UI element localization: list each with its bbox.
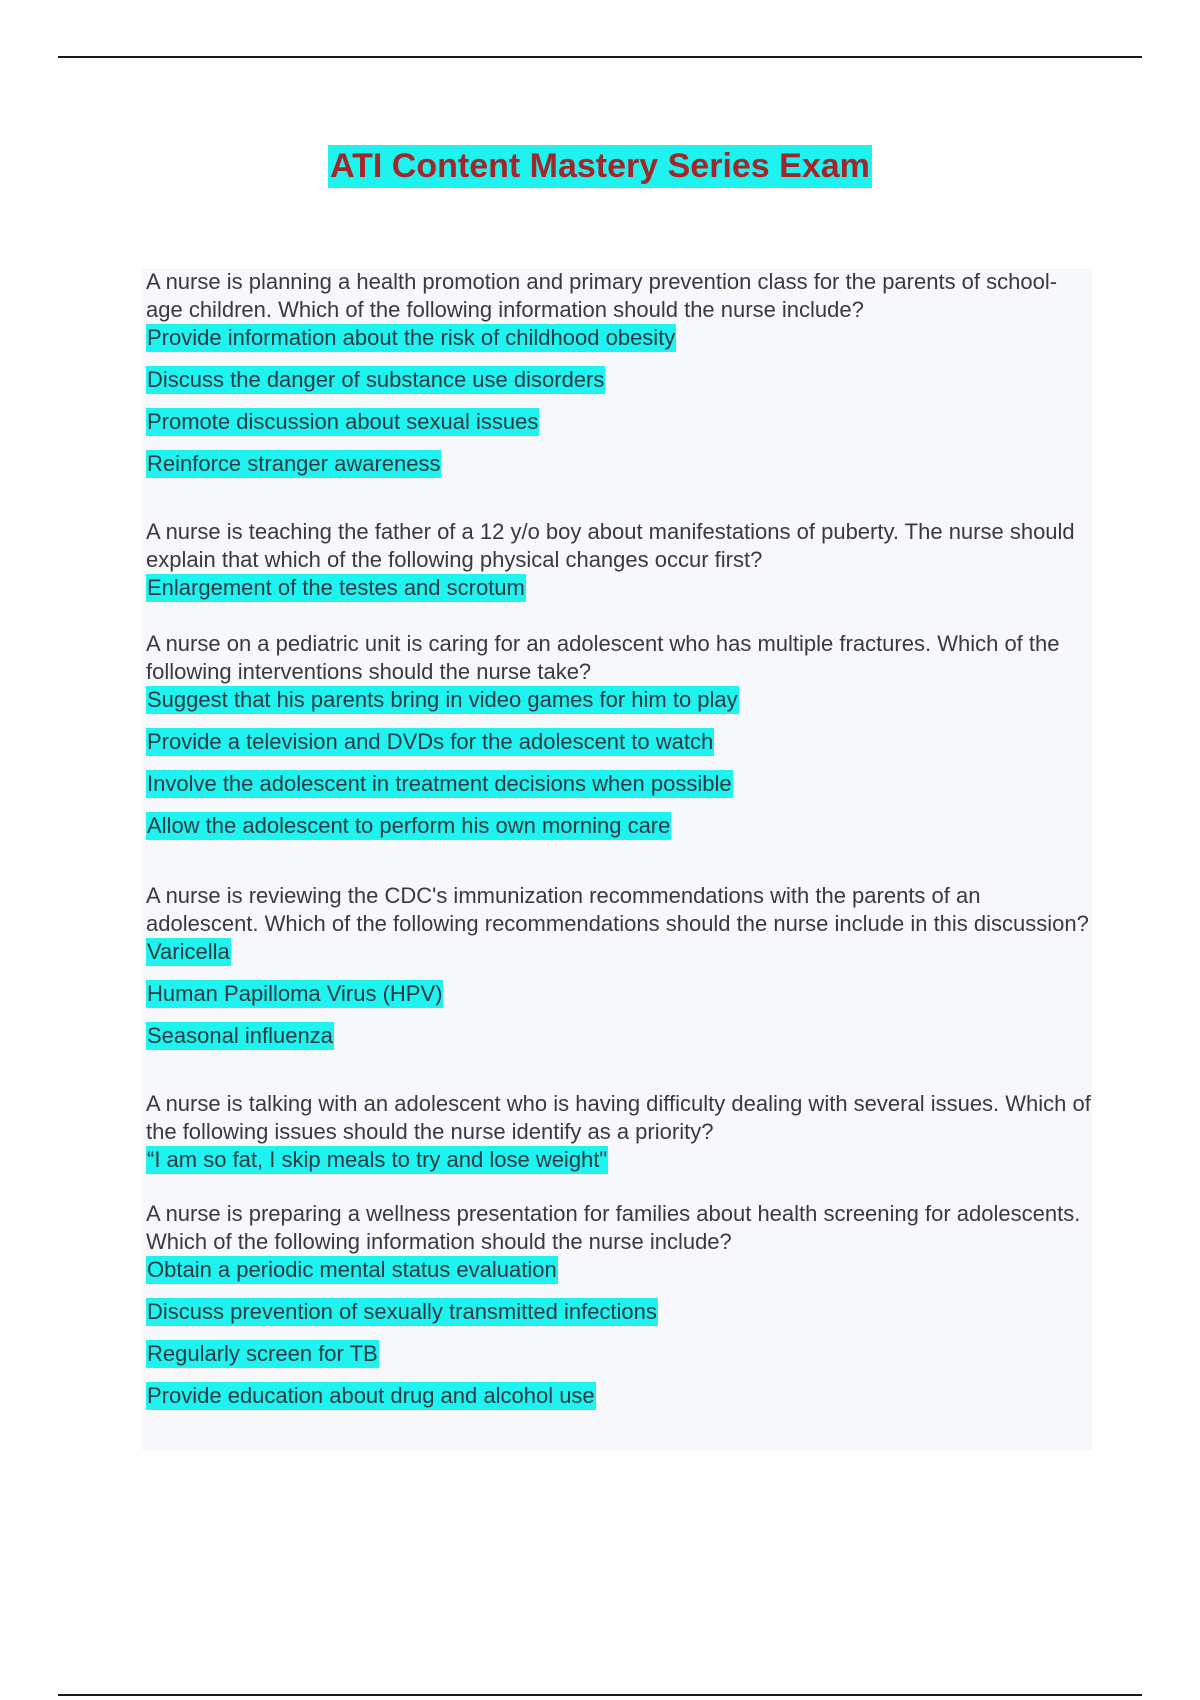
question-block-5: [146, 1090, 1092, 1188]
highlighted-answer: Provide information about the risk of childhood obesity: [147, 325, 676, 350]
question-block-6: [146, 1200, 1092, 1424]
question-block-4: [146, 882, 1092, 1064]
highlighted-answer: Reinforce stranger awareness: [147, 451, 441, 476]
questions-section: [142, 268, 1092, 1450]
document-title: ATI Content Mastery Series Exam: [328, 145, 872, 188]
answer-list: [146, 574, 1092, 616]
question-block-1: [146, 268, 1092, 492]
answer-list: [146, 1146, 1092, 1188]
question-text: A nurse is reviewing the CDC's immunization recommendations with the parents of an adolescent. Which of the following recommendations should the nurse include in this discussion?: [146, 883, 1089, 936]
highlighted-answer: Human Papilloma Virus (HPV): [147, 981, 443, 1006]
answer-item: [146, 980, 1092, 1022]
highlighted-answer: Seasonal influenza: [147, 1023, 333, 1048]
highlighted-answer: Enlargement of the testes and scrotum: [147, 575, 525, 600]
highlighted-answer: Provide a television and DVDs for the adolescent to watch: [147, 729, 714, 754]
answer-list: [146, 324, 1092, 492]
highlighted-answer: Regularly screen for TB: [147, 1341, 378, 1366]
highlighted-answer: Allow the adolescent to perform his own morning care: [147, 813, 671, 838]
question-text: A nurse on a pediatric unit is caring for an adolescent who has multiple fractures. Which of the following interventions should the nurse take?: [146, 631, 1060, 684]
question-text: A nurse is talking with an adolescent who is having difficulty dealing with several issues. Which of the following issues should the nurse identify as a priority?: [146, 1091, 1091, 1144]
answer-item: [146, 770, 1092, 812]
answer-item: [146, 574, 1092, 616]
answer-item: [146, 1146, 1092, 1188]
answer-item: [146, 938, 1092, 980]
highlighted-answer: “I am so fat, I skip meals to try and lose weight": [147, 1147, 608, 1172]
highlighted-answer: Provide education about drug and alcohol use: [147, 1383, 595, 1408]
answer-item: [146, 324, 1092, 366]
highlighted-answer: Discuss the danger of substance use disorders: [147, 367, 605, 392]
answer-item: [146, 1340, 1092, 1382]
answer-list: [146, 686, 1092, 854]
question-text: A nurse is planning a health promotion and primary prevention class for the parents of school-age children. Which of the following information should the nurse include?: [146, 269, 1058, 322]
answer-item: [146, 1382, 1092, 1424]
highlighted-answer: Varicella: [147, 939, 230, 964]
highlighted-answer: Suggest that his parents bring in video games for him to play: [147, 687, 738, 712]
title-container: [0, 145, 1200, 188]
answer-list: [146, 938, 1092, 1064]
top-rule: [58, 56, 1142, 58]
question-block-3: [146, 630, 1092, 854]
question-text: A nurse is teaching the father of a 12 y/o boy about manifestations of puberty. The nurse should explain that which of the following physical changes occur first?: [146, 519, 1075, 572]
answer-item: [146, 1256, 1092, 1298]
bottom-rule: [58, 1694, 1142, 1696]
highlighted-answer: Promote discussion about sexual issues: [147, 409, 539, 434]
answer-item: [146, 1298, 1092, 1340]
highlighted-answer: Involve the adolescent in treatment decisions when possible: [147, 771, 732, 796]
answer-list: [146, 1256, 1092, 1424]
answer-item: [146, 686, 1092, 728]
answer-item: [146, 812, 1092, 854]
answer-item: [146, 728, 1092, 770]
answer-item: [146, 408, 1092, 450]
answer-item: [146, 1022, 1092, 1064]
question-block-2: [146, 518, 1092, 616]
highlighted-answer: Discuss prevention of sexually transmitted infections: [147, 1299, 657, 1324]
answer-item: [146, 450, 1092, 492]
answer-item: [146, 366, 1092, 408]
question-text: A nurse is preparing a wellness presentation for families about health screening for adolescents. Which of the following information should the nurse include?: [146, 1201, 1081, 1254]
highlighted-answer: Obtain a periodic mental status evaluation: [147, 1257, 557, 1282]
